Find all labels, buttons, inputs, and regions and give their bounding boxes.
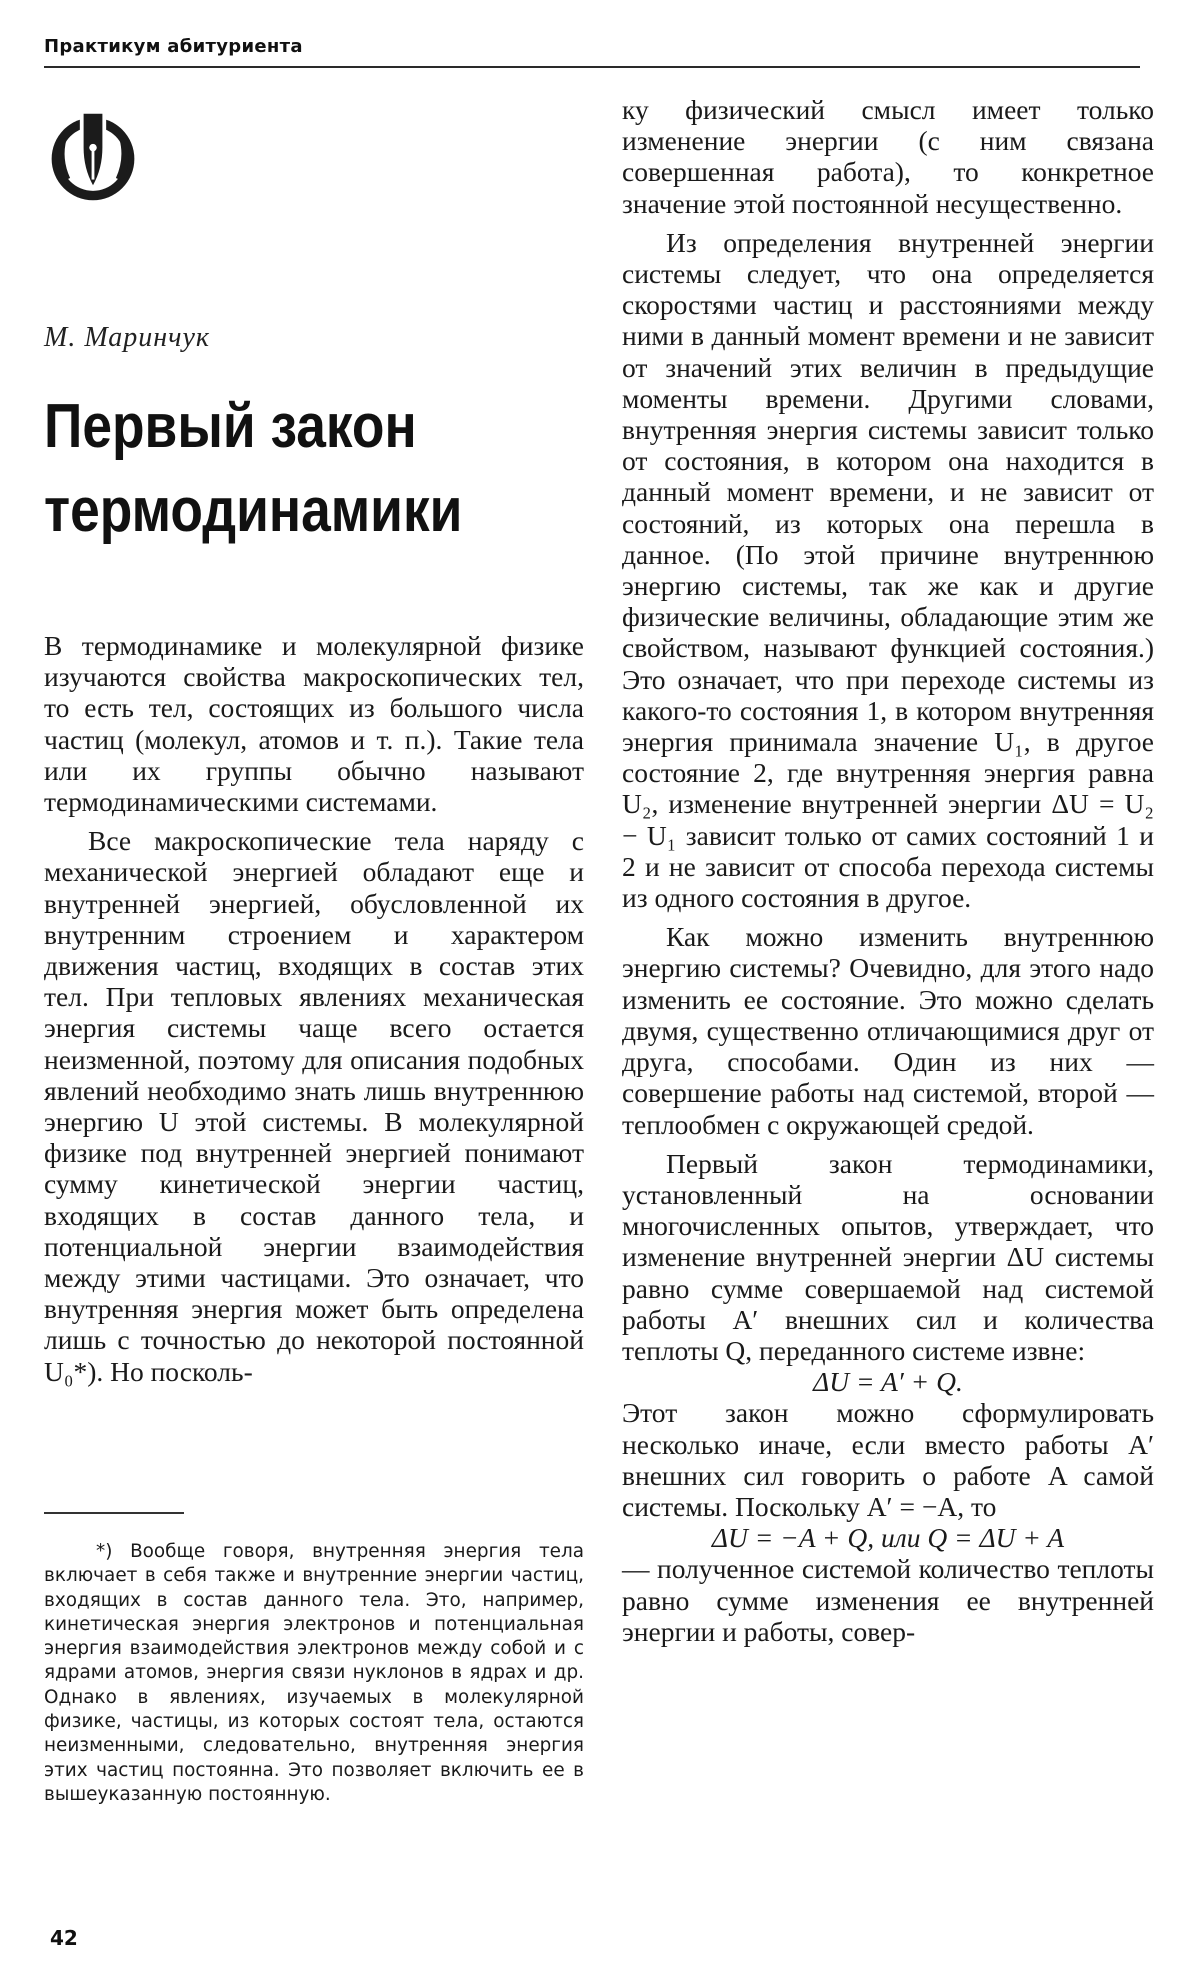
right-paragraph-1: ку физический смысл имеет только изменение энергии (с ним связана совершенная работа), то конкретное значение этой постоянной несущественно. (622, 94, 1154, 219)
right-paragraph-6: — полученное системой количество теплоты равно сумме изменения ее внутренней энергии и работы, совер- (622, 1553, 1154, 1647)
title-line-1: Первый закон (44, 392, 417, 461)
right-column (622, 94, 1154, 1647)
page-number: 42 (50, 1926, 78, 1950)
running-head: Практикум абитуриента (44, 36, 303, 57)
left-column (44, 630, 584, 1387)
left-paragraph-2: Все макроскопические тела наряду с механической энергией обладают еще и внутренней энергией, обусловленной их внутренним строением и характером движения частиц, входящих в состав этих тел. При тепловых явлениях механическая энергия системы чаще всего остается неизменной, поэтому для описания подобных явлений необходимо знать лишь внутреннюю энергию U этой системы. В молекулярной физике под внутренней энергией понимают сумму кинетической энергии частиц, входящих в состав данного тела, и потенциальной энергии взаимодействия между этими частицами. Это означает, что внутренняя энергия может быть определена лишь с точностью до некоторой постоянной U₀*). Но посколь- (44, 825, 584, 1387)
right-paragraph-4: Первый закон термодинамики, установленный на основании многочисленных опытов, утверждает, что изменение внутренней энергии ΔU системы равно сумме совершаемой над системой работы A′ внешних сил и количества теплоты Q, переданного системе извне: (622, 1147, 1154, 1366)
header-rule (44, 66, 1140, 68)
left-paragraph-1: В термодинамике и молекулярной физике изучаются свойства макроскопических тел, то есть тел, состоящих из большого числа частиц (молекул, атомов и т. п.). Такие тела или их группы обычно называют термодинамическими системами. (44, 630, 584, 818)
formula-heat: ΔU = −A + Q, или Q = ΔU + A (711, 1522, 1065, 1554)
article-title (44, 385, 508, 553)
article-author: М. Маринчук (44, 322, 211, 353)
formula-first-law: ΔU = A′ + Q. (813, 1366, 963, 1398)
footnote-rule (44, 1512, 184, 1514)
fountain-pen-nib-emblem-icon (46, 110, 140, 204)
right-paragraph-5: Этот закон можно сформулировать несколько иначе, если вместо работы A′ внешних сил говорить о работе A самой системы. Поскольку A′ = −A, то (622, 1397, 1154, 1522)
footnote: *) Вообще говоря, внутренняя энергия тела включает в себя также и внутренние энергии частиц, входящих в состав данного тела. Это, например, кинетическая энергия электронов и потенциальная энергия взаимодействия электронов между собой и с ядрами атомов, энергия связи нуклонов в ядрах и др. Однако в явлениях, изучаемых в молекулярной физике, частицы, из которых состоят тела, остаются неизменными, следовательно, внутренняя энергия этих частиц постоянна. Это позволяет включить ее в вышеуказанную постоянную. (44, 1541, 584, 1805)
title-line-2: термодинамики (44, 476, 463, 545)
right-paragraph-3: Как можно изменить внутреннюю энергию системы? Очевидно, для этого надо изменить ее состояние. Это можно сделать двумя, существенно отличающимися друг от друга, способами. Один из них — совершение работы над системой, второй — теплообмен с окружающей средой. (622, 921, 1154, 1140)
right-paragraph-2: Из определения внутренней энергии системы следует, что она определяется скоростями частиц и расстояниями между ними в данный момент времени и не зависит от значений этих величин в предыдущие моменты времени. Другими словами, внутренняя энергия системы зависит только от состояния, в котором она находится в данный момент времени, и не зависит от состояний, из которых она перешла в данное. (По этой причине внутреннюю энергию системы, так же как и другие физические величины, обладающие этим же свойством, называют функцией состояния.) Это означает, что при переходе системы из какого-то состояния 1, в котором внутренняя энергия принимала значение U₁, в другое состояние 2, где внутренняя энергия равна U₂, изменение внутренней энергии ΔU = U₂ − U₁ зависит только от самих состояний 1 и 2 и не зависит от способа перехода системы из одного состояния в другое. (622, 226, 1154, 914)
